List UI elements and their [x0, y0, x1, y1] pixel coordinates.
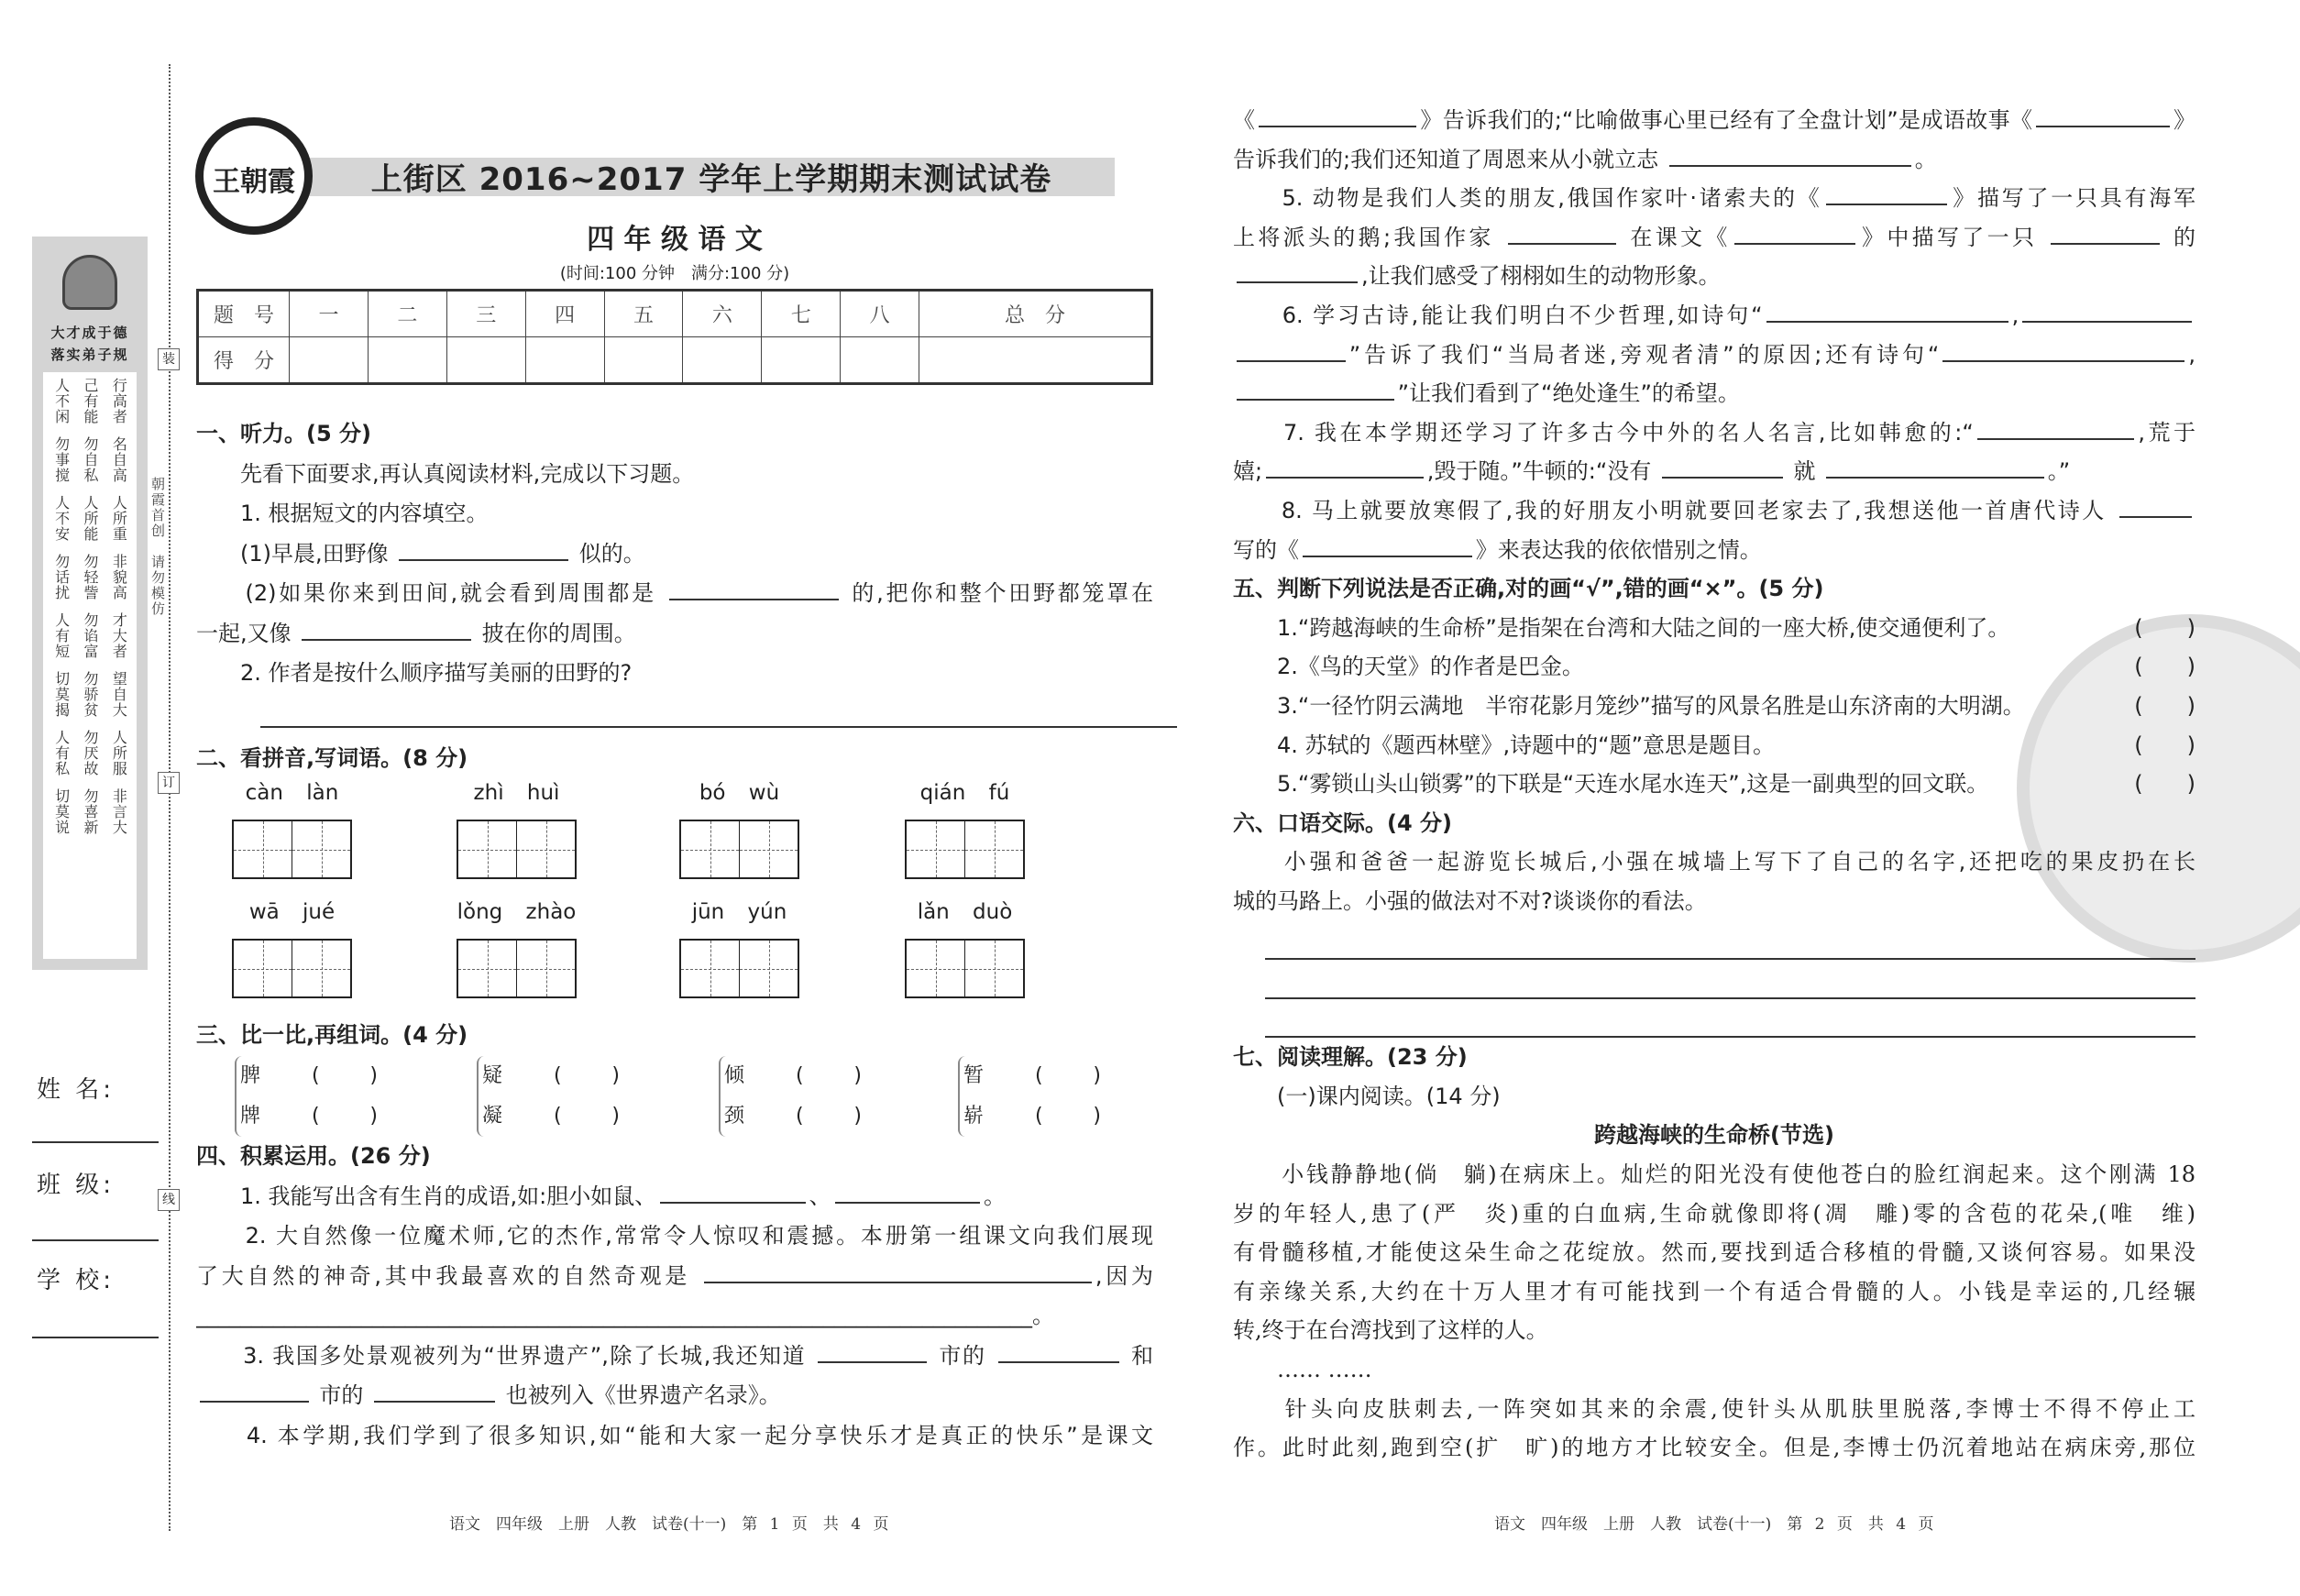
writing-grid[interactable]	[905, 939, 1025, 998]
verse-column: 勿骄贫	[81, 671, 99, 718]
word-answer-field[interactable]: ( )	[312, 1105, 378, 1128]
text: 》来表达我的依依惜别之情。	[1475, 536, 1762, 563]
story-line	[1233, 1350, 2195, 1390]
question-number-cell: 七	[762, 291, 841, 337]
verse-column: 才大者	[110, 612, 128, 659]
fill-blank[interactable]	[1942, 340, 2184, 362]
character: 凝	[482, 1105, 503, 1128]
motto-line: 大才成于德	[50, 325, 129, 341]
text-line	[196, 654, 1153, 694]
verse-column: 切莫揭	[52, 671, 71, 718]
section-heading: 三、比一比,再组词。(4 分)	[196, 1022, 468, 1048]
text: 3.“一径竹阴云满地 半帘花影月笼纱”描写的风景名胜是山东济南的大明湖。	[1233, 692, 2025, 719]
fill-blank[interactable]	[302, 619, 471, 641]
verse-column: 勿谄富	[81, 612, 99, 659]
text: (1)早晨,田野像	[196, 540, 396, 567]
right-column	[1233, 101, 2195, 1468]
fill-blank[interactable]	[200, 1381, 309, 1403]
text: ,	[2188, 341, 2195, 368]
question-number-cell: 五	[604, 291, 683, 337]
text-line	[196, 534, 1153, 575]
text-line	[1233, 882, 2195, 921]
text-line	[1233, 413, 2195, 453]
answer-line[interactable]	[1265, 920, 2195, 960]
name-field[interactable]	[32, 1141, 159, 1143]
word-answer-field[interactable]: ( )	[1035, 1105, 1101, 1128]
score-cell[interactable]	[841, 337, 919, 384]
text: 2. 作者是按什么顺序描写美丽的田野的?	[196, 660, 633, 686]
pinyin-label: qián fú	[919, 781, 1010, 805]
question-number-cell: 三	[446, 291, 525, 337]
pinyin-label: bó wù	[699, 781, 780, 805]
verse-column: 己有能	[81, 378, 99, 424]
text: 和	[1122, 1342, 1154, 1369]
verse-column: 非言大	[110, 788, 128, 835]
fill-blank[interactable]	[1766, 301, 2008, 323]
verse-column: 人所能	[81, 495, 99, 542]
story-line	[1233, 1155, 2195, 1194]
text: 有亲缘关系,大约在十万人里才有可能找到一个有适合骨髓的人。小钱是幸运的,几经辗	[1233, 1278, 2195, 1304]
text: 转,终于在台湾找到了这样的人。	[1233, 1317, 1548, 1344]
text: 就	[1786, 458, 1823, 485]
pinyin-label: lǒng zhào	[457, 900, 577, 924]
text-line	[196, 1216, 1153, 1257]
binding-cut-line	[169, 64, 171, 1531]
fill-blank[interactable]	[1237, 340, 1346, 362]
text: 小钱静静地(倘 躺)在病床上。灿烂的阳光没有使他苍白的脸红润起来。这个刚满 18	[1233, 1161, 2195, 1188]
class-field[interactable]	[32, 1239, 159, 1241]
verse-group	[47, 788, 133, 835]
section-heading: 二、看拼音,写词语。(8 分)	[196, 745, 468, 771]
verse-column: 人所重	[110, 495, 128, 542]
section-heading	[196, 414, 1153, 455]
text-line	[1233, 687, 2195, 726]
exam-title: 上街区 2016~2017 学年上学期期末测试试卷	[370, 161, 1052, 198]
word-answer-field[interactable]: ( )	[796, 1105, 862, 1128]
text-line	[1233, 101, 2195, 140]
pinyin-label: wā jué	[248, 900, 336, 924]
text-line	[1233, 257, 2195, 296]
text-line	[1233, 179, 2195, 218]
text: 五、判断下列说法是否正确,对的画“√”,错的画“×”。(5 分)	[1233, 576, 1824, 602]
judge-answer-field[interactable]: ( )	[2134, 732, 2195, 758]
text-line	[196, 1376, 1153, 1416]
section-heading	[196, 1137, 1153, 1177]
judge-answer-field[interactable]: ( )	[2134, 614, 2195, 641]
motto-line: 落实弟子规	[50, 347, 129, 363]
verse-column: 人不安	[52, 495, 71, 542]
character: 倾	[724, 1064, 745, 1087]
text: 岁的年轻人,患了(严 炎)重的白血病,生命就像即将(凋 雕)零的含苞的花朵,(唯 维)	[1233, 1200, 2195, 1227]
fill-blank[interactable]	[1303, 535, 1472, 557]
story-line	[1233, 1311, 2195, 1350]
score-cell[interactable]	[525, 337, 604, 384]
text-line	[1233, 491, 2195, 531]
question-number-cell: 六	[683, 291, 762, 337]
text: 七、阅读理解。(23 分)	[1233, 1044, 1468, 1071]
compare-pair	[719, 1056, 862, 1137]
verse-column: 勿自私	[81, 436, 99, 483]
pinyin-label: càn làn	[245, 781, 339, 805]
text: ,因为	[1095, 1262, 1153, 1289]
text: 一、听力。(5 分)	[196, 421, 371, 446]
text: 作。此时此刻,跑到空(扩 旷)的地方才比较安全。但是,李博士仍沉着地站在病床旁,那位	[1233, 1435, 2195, 1461]
fill-blank[interactable]	[1734, 223, 1855, 245]
fill-blank[interactable]	[2119, 496, 2192, 518]
answer-line[interactable]	[1265, 960, 2195, 999]
text: 4. 苏轼的《题西林壁》,诗题中的“题”意思是题目。	[1233, 732, 1776, 758]
publisher-logo: 王朝霞	[195, 117, 313, 235]
section-heading	[1233, 1038, 2195, 1077]
text: ,让我们感受了栩栩如生的动物形象。	[1361, 263, 1721, 290]
fill-blank[interactable]	[1826, 457, 2044, 479]
class-label: 班 级:	[37, 1172, 116, 1199]
score-cell[interactable]	[290, 337, 369, 384]
score-cell[interactable]	[919, 337, 1152, 384]
fill-blank[interactable]	[2036, 105, 2169, 127]
verse-group	[47, 554, 133, 600]
text: 告诉我们的;我们还知道了周恩来从小就立志	[1233, 146, 1666, 172]
verse-column: 勿事搅	[52, 436, 71, 483]
text: 6. 学习古诗,能让我们明白不少哲理,如诗句“	[1233, 302, 1763, 328]
answer-line[interactable]: ____________________________________________________________________________。	[196, 1303, 1054, 1328]
fill-blank[interactable]	[1259, 105, 1416, 127]
fill-blank[interactable]	[1669, 145, 1911, 167]
text: 小强和爸爸一起游览长城后,小强在城墙上写下了自己的名字,还把吃的果皮扔在长	[1233, 849, 2195, 875]
verse-column: 勿喜新	[81, 788, 99, 835]
fill-blank[interactable]	[998, 1341, 1119, 1363]
fill-blank[interactable]	[2022, 301, 2192, 323]
verse-column: 勿厌故	[81, 730, 99, 776]
question-number-cell: 四	[525, 291, 604, 337]
story-line	[1233, 1194, 2195, 1234]
text: 》	[2173, 107, 2196, 133]
school-label: 学 校:	[37, 1267, 116, 1294]
verse-column: 人所服	[110, 730, 128, 776]
text-line	[1233, 531, 2195, 570]
word-answer-field[interactable]: ( )	[554, 1105, 620, 1128]
section-heading	[1233, 804, 2195, 843]
character: 颈	[724, 1105, 745, 1128]
text-line	[1233, 765, 2195, 804]
cut-label: 装	[158, 348, 180, 370]
fill-blank[interactable]	[1266, 457, 1424, 479]
text-line	[196, 574, 1153, 614]
fill-blank[interactable]	[835, 1182, 980, 1204]
text: 。”	[2047, 458, 2071, 485]
section-accumulation	[196, 1137, 1153, 1456]
text: 在课文《	[1620, 224, 1731, 250]
judge-answer-field[interactable]: ( )	[2134, 654, 2195, 680]
text-line	[196, 1416, 1153, 1457]
score-cell[interactable]	[604, 337, 683, 384]
text-line	[1233, 336, 2195, 375]
story-line	[1233, 1272, 2195, 1312]
verse-group	[47, 436, 133, 483]
text: 也被列入《世界遗产名录》。	[499, 1382, 781, 1408]
verse-column: 勿轻訾	[81, 554, 99, 600]
text: 4. 本学期,我们学到了很多知识,如“能和大家一起分享快乐才是真正的快乐”是课文	[196, 1422, 1153, 1448]
school-field[interactable]	[32, 1337, 159, 1338]
pinyin-label: zhì huì	[473, 781, 560, 805]
binding-motto-panel	[32, 237, 148, 970]
text: 一起,又像	[196, 620, 299, 646]
compare-pair	[477, 1056, 620, 1137]
text: 先看下面要求,再认真阅读材料,完成以下习题。	[196, 460, 695, 487]
writing-grid[interactable]	[457, 820, 577, 879]
character: 牌	[240, 1105, 261, 1128]
word-answer-field[interactable]: ( )	[554, 1064, 620, 1087]
fill-blank[interactable]	[1977, 418, 2135, 440]
verse-column: 行高者	[110, 378, 128, 424]
text-line	[1233, 726, 2195, 765]
word-answer-field[interactable]: ( )	[796, 1064, 862, 1087]
word-answer-field[interactable]: ( )	[312, 1064, 378, 1087]
verse-group	[47, 730, 133, 776]
fill-blank[interactable]	[1508, 223, 1617, 245]
text: ,	[2011, 302, 2019, 328]
writing-grid[interactable]	[679, 939, 799, 998]
answer-line[interactable]	[260, 695, 1177, 728]
fill-blank[interactable]	[818, 1341, 927, 1363]
copyright-notice: 朝霞首创 请勿模仿	[149, 477, 166, 617]
question-number-cell: 八	[841, 291, 919, 337]
verse-group	[47, 378, 133, 424]
text: 》描写了一只具有海军	[1950, 185, 2195, 212]
verse-column: 人有短	[52, 612, 71, 659]
text: 7. 我在本学期还学习了许多古今中外的名人名言,比如韩愈的:“	[1233, 419, 1974, 446]
writing-grid[interactable]	[232, 820, 352, 879]
text-line	[1233, 374, 2195, 413]
verse-column: 勿话扰	[52, 554, 71, 600]
cut-label: 线	[158, 1189, 180, 1211]
text: 似的。	[572, 540, 645, 567]
text: 8. 马上就要放寒假了,我的好朋友小明就要回老家去了,我想送他一首唐代诗人	[1233, 497, 2116, 523]
character: 脾	[240, 1064, 261, 1087]
text: 写的《	[1233, 536, 1299, 563]
answer-line[interactable]	[1265, 999, 2195, 1039]
text: 有骨髓移植,才能使这朵生命之花绽放。然而,要找到适合移植的骨髓,又谈何容易。如果没	[1233, 1239, 2195, 1266]
text-line	[1233, 647, 2195, 687]
fill-blank[interactable]	[1662, 457, 1783, 479]
text: ,荒于	[2138, 419, 2195, 446]
text-line	[196, 1177, 1153, 1217]
score-cell[interactable]	[762, 337, 841, 384]
text: 市的	[930, 1342, 995, 1369]
cut-label: 订	[158, 772, 180, 794]
verse-group	[47, 612, 133, 659]
exam-time-info: (时间:100 分钟 满分:100 分)	[559, 264, 790, 283]
judge-answer-field[interactable]: ( )	[2134, 692, 2195, 719]
text: 针头向皮肤刺去,一阵突如其来的余震,使针头从肌肤里脱落,李博士不得不停止工	[1233, 1395, 2195, 1422]
text: 1. 我能写出含有生肖的成语,如:胆小如鼠、	[196, 1183, 657, 1209]
text: 1. 根据短文的内容填空。	[196, 501, 489, 526]
text: 披在你的周围。	[475, 620, 636, 646]
text-line	[1233, 842, 2195, 882]
verse-column: 望自大	[110, 671, 128, 718]
character: 疑	[482, 1064, 503, 1087]
score-table	[196, 289, 1153, 385]
text: 了大自然的神奇,其中我最喜欢的自然奇观是	[196, 1262, 701, 1289]
text: (一)课内阅读。(14 分)	[1233, 1083, 1501, 1109]
text: 5.“雾锁山头山锁雾”的下联是“天连水尾水连天”,这是一副典型的回文联。	[1233, 771, 1989, 798]
text: ,毁于随。”牛顿的:“没有	[1426, 458, 1658, 485]
text: ”让我们看到了“绝处逢生”的希望。	[1397, 380, 1740, 407]
subsection-heading	[1233, 1077, 2195, 1117]
writing-grid[interactable]	[679, 820, 799, 879]
verse-group	[47, 671, 133, 718]
question-number-cell: 总 分	[919, 291, 1152, 337]
text: 上将派头的鹅;我国作家	[1233, 224, 1504, 250]
question-number-cell: 二	[368, 291, 446, 337]
writing-grid[interactable]	[232, 939, 352, 998]
story-line	[1233, 1390, 2195, 1429]
text: 3. 我国多处景观被列为“世界遗产”,除了长城,我还知道	[196, 1342, 815, 1369]
text: 》告诉我们的;“比喻做事心里已经有了全盘计划”是成语故事《	[1420, 107, 2033, 133]
name-label: 姓 名:	[37, 1076, 116, 1104]
section-listening	[196, 414, 1153, 694]
score-cell[interactable]	[683, 337, 762, 384]
text: 的	[2163, 224, 2196, 250]
verse-column: 名自高	[110, 436, 128, 483]
page-footer: 语文 四年级 上册 人教 试卷(十一) 第 1 页 共 4 页	[449, 1515, 889, 1534]
text-line	[1233, 452, 2195, 491]
text: 市的	[312, 1382, 371, 1408]
text-line	[196, 1257, 1153, 1297]
text: 六、口语交际。(4 分)	[1233, 809, 1452, 836]
verse-column: 人不闲	[52, 378, 71, 424]
text: 。	[1914, 146, 1937, 172]
verse-column: 切莫说	[52, 788, 71, 835]
fill-blank[interactable]	[399, 539, 568, 561]
text: 2.《鸟的天堂》的作者是巴金。	[1233, 654, 1584, 680]
verse-column: 非貌高	[110, 554, 128, 600]
story-line	[1233, 1428, 2195, 1468]
text: 。	[984, 1183, 1007, 1209]
text: …… ……	[1233, 1357, 1372, 1382]
text-line	[1233, 218, 2195, 258]
text: ”告诉了我们“当局者迷,旁观者清”的原因;还有诗句“	[1348, 341, 1940, 368]
story-line	[1233, 1233, 2195, 1272]
pinyin-label: lǎn duò	[917, 900, 1013, 924]
text: 、	[809, 1183, 831, 1209]
verse-group	[47, 495, 133, 542]
text-line	[1233, 140, 2195, 180]
text: (2)如果你来到田间,就会看到周围都是	[196, 580, 666, 606]
question-number-cell: 题 号	[198, 291, 290, 337]
section-heading	[1233, 569, 2195, 609]
fill-blank[interactable]	[1826, 183, 1947, 205]
text: 》中描写了一只	[1858, 224, 2048, 250]
character: 崭	[963, 1105, 985, 1128]
fill-blank[interactable]	[1237, 261, 1358, 283]
text-line	[1233, 296, 2195, 336]
text: 嬉;	[1233, 458, 1263, 485]
fill-blank[interactable]	[669, 578, 839, 600]
text-line	[196, 1337, 1153, 1377]
compare-pair	[958, 1056, 1101, 1137]
score-cell[interactable]	[446, 337, 525, 384]
boy-reading-illustration	[62, 255, 117, 310]
fill-blank[interactable]	[374, 1381, 495, 1403]
text: 四、积累运用。(26 分)	[196, 1143, 431, 1169]
fill-blank[interactable]	[660, 1182, 805, 1204]
text: 5. 动物是我们人类的朋友,俄国作家叶·诸索夫的《	[1233, 185, 1822, 212]
text: 《	[1233, 107, 1256, 133]
text-line	[196, 494, 1153, 534]
writing-grid[interactable]	[457, 939, 577, 998]
pinyin-label: jūn yún	[691, 900, 787, 924]
dizigui-verses	[43, 372, 137, 959]
question-number-cell: 一	[290, 291, 369, 337]
writing-grid[interactable]	[905, 820, 1025, 879]
fill-blank[interactable]	[2051, 223, 2160, 245]
verse-column: 人有私	[52, 730, 71, 776]
word-answer-field[interactable]: ( )	[1035, 1064, 1101, 1087]
score-cell[interactable]	[368, 337, 446, 384]
text: 城的马路上。小强的做法对不对?谈谈你的看法。	[1233, 887, 1707, 914]
text: 跨越海峡的生命桥(节选)	[1594, 1122, 1834, 1149]
text-line	[196, 614, 1153, 655]
score-label: 得 分	[198, 337, 290, 384]
fill-blank[interactable]	[704, 1261, 1091, 1283]
page-footer: 语文 四年级 上册 人教 试卷(十一) 第 2 页 共 4 页	[1494, 1515, 1934, 1534]
text: 1.“跨越海峡的生命桥”是指架在台湾和大陆之间的一座大桥,使交通便利了。	[1233, 614, 2010, 641]
fill-blank[interactable]	[1237, 379, 1394, 401]
judge-answer-field[interactable]: ( )	[2134, 771, 2195, 798]
story-title	[1233, 1116, 2195, 1155]
character: 暂	[963, 1064, 985, 1087]
text: 的,把你和整个田野都笼罩在	[842, 580, 1153, 606]
text-line	[196, 455, 1153, 495]
compare-pair	[235, 1056, 378, 1137]
subject-title: 四 年 级 语 文	[587, 224, 763, 256]
text-line	[1233, 609, 2195, 648]
text: 2. 大自然像一位魔术师,它的杰作,常常令人惊叹和震撼。本册第一组课文向我们展现	[196, 1223, 1153, 1249]
